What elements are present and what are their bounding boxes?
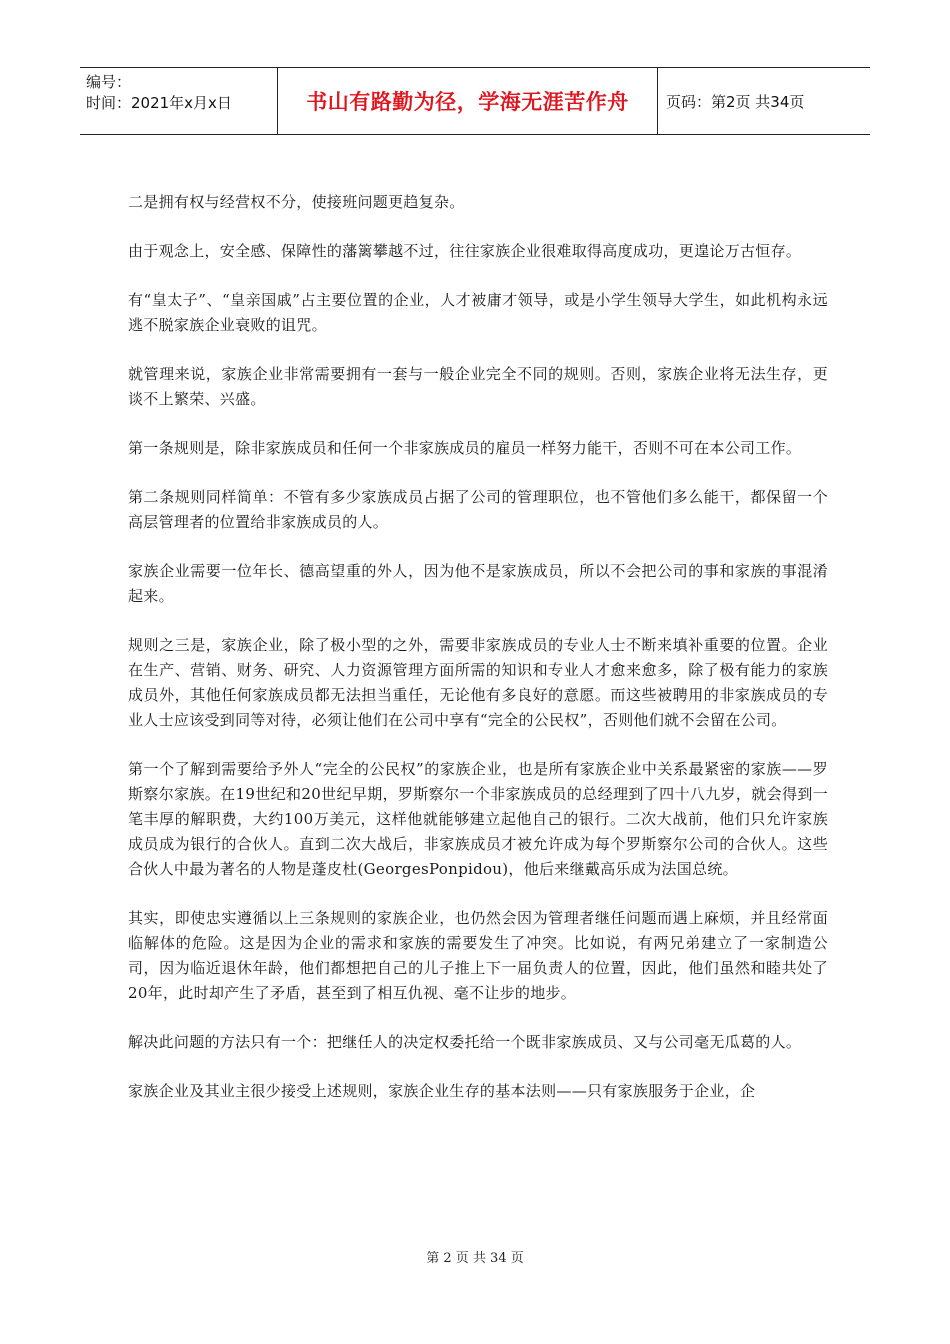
paragraph: 有“皇太子”、“皇亲国戚”占主要位置的企业，人才被庸才领导，或是小学生领导大学生，如此机构永远逃不脱家族企业衰败的诅咒。 <box>128 291 828 334</box>
document-body <box>128 190 828 1128</box>
number-label: 编号： <box>86 73 132 91</box>
page-footer <box>0 1247 950 1266</box>
paragraph: 二是拥有权与经营权不分，使接班问题更趋复杂。 <box>128 193 465 211</box>
paragraph: 第一条规则是，除非家族成员和任何一个非家族成员的雇员一样努力能干，否则不可在本公司工作。 <box>128 439 802 457</box>
document-header <box>80 67 870 135</box>
paragraph: 由于观念上，安全感、保障性的藩篱攀越不过，往往家族企业很难取得高度成功，更遑论万古恒存。 <box>128 242 802 260</box>
paragraph: 规则之三是，家族企业，除了极小型的之外，需要非家族成员的专业人士不断来填补重要的位置。企业在生产、营销、财务、研究、人力资源管理方面所需的知识和专业人才愈来愈多，除了极有能力的家族成员外，其他任何家族成员都无法担当重任，无论他有多良好的意愿。而这些被聘用的非家族成员的专业人士应该受到同等对待，必须让他们在公司中享有“完全的公民权”，否则他们就不会留在公司。 <box>128 636 828 729</box>
header-meta <box>80 68 278 134</box>
header-page-info: 页码：第2页 共34页 <box>666 92 805 111</box>
paragraph: 解决此问题的方法只有一个：把继任人的决定权委托给一个既非家族成员、又与公司毫无瓜葛的人。 <box>128 1033 802 1051</box>
paragraph: 就管理来说，家族企业非常需要拥有一套与一般企业完全不同的规则。否则，家族企业将无法生存，更谈不上繁荣、兴盛。 <box>128 365 828 408</box>
paragraph: 第一个了解到需要给予外人“完全的公民权”的家族企业，也是所有家族企业中关系最紧密的家族——罗斯察尔家族。在19世纪和20世纪早期，罗斯察尔一个非家族成员的总经理到了四十八九岁，就会得到一笔丰厚的解职费，大约100万美元，这样他就能够建立起他自己的银行。二次大战前，他们只允许家族成员成为银行的合伙人。直到二次大战后，非家族成员才被允许成为每个罗斯察尔公司的合伙人。这些合伙人中最为著名的人物是蓬皮杜(GeorgesPonpidou)，他后来继戴高乐成为法国总统。 <box>128 760 828 878</box>
paragraph: 其实，即使忠实遵循以上三条规则的家族企业，也仍然会因为管理者继任问题而遇上麻烦，并且经常面临解体的危险。这是因为企业的需求和家族的需要发生了冲突。比如说，有两兄弟建立了一家制造公司，因为临近退休年龄，他们都想把自己的儿子推上下一届负责人的位置，因此，他们虽然和睦共处了20年，此时却产生了矛盾，甚至到了相互仇视、毫不让步的地步。 <box>128 909 828 1002</box>
paragraph: 第二条规则同样简单：不管有多少家族成员占据了公司的管理职位，也不管他们多么能干，都保留一个高层管理者的位置给非家族成员的人。 <box>128 488 828 531</box>
footer-page-number: 第 2 页 共 34 页 <box>426 1251 524 1266</box>
paragraph: 家族企业需要一位年长、德高望重的外人，因为他不是家族成员，所以不会把公司的事和家族的事混淆起来。 <box>128 562 828 605</box>
header-motto: 书山有路勤为径，学海无涯苦作舟 <box>278 68 658 134</box>
date-label: 时间：2021年x月x日 <box>86 94 232 112</box>
paragraph: 家族企业及其业主很少接受上述规则，家族企业生存的基本法则——只有家族服务于企业，企 <box>128 1082 756 1100</box>
